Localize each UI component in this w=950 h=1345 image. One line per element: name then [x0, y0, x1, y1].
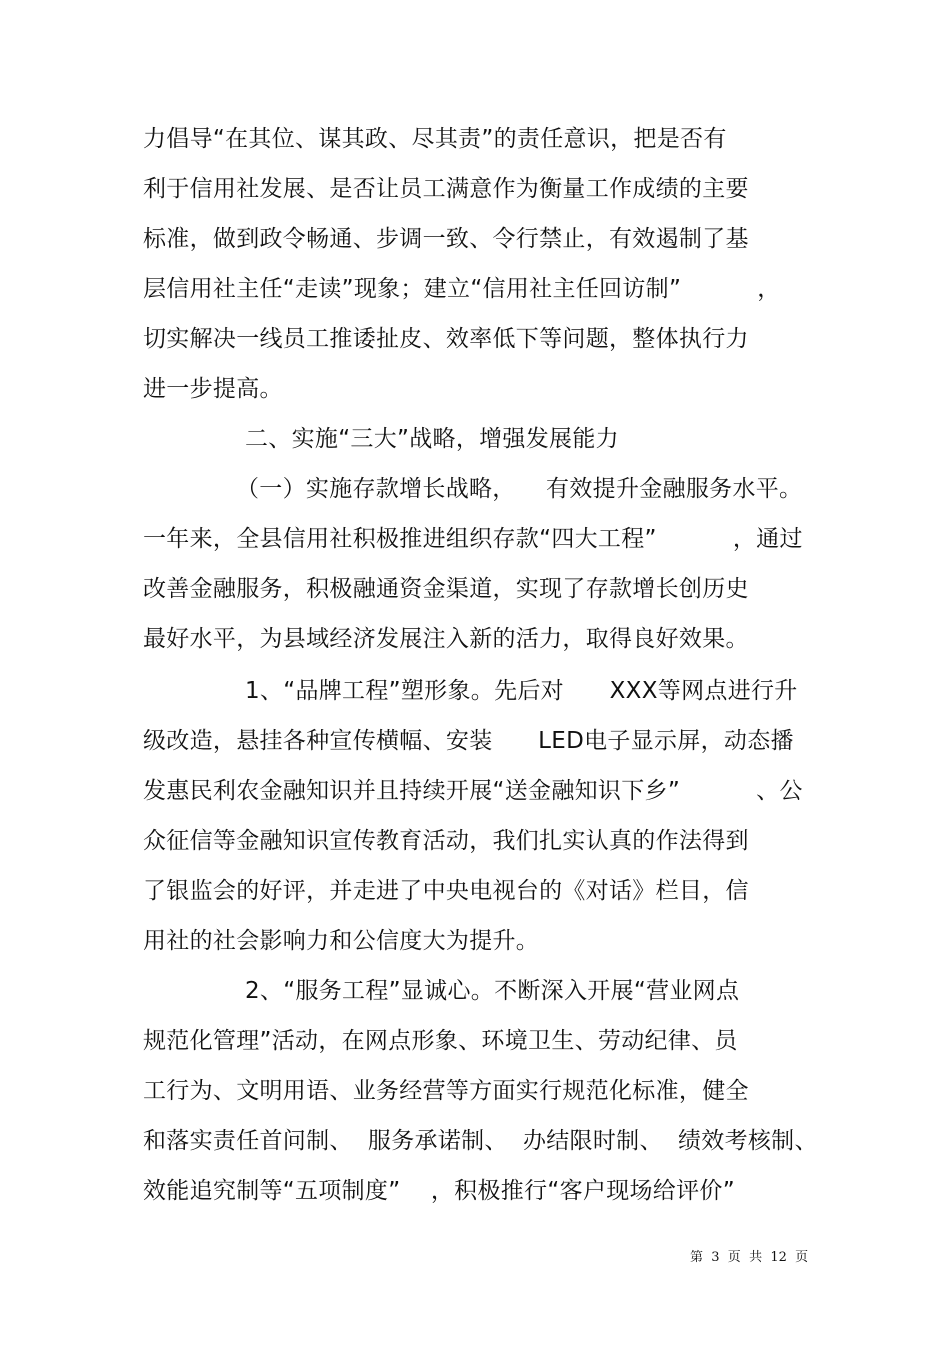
paragraph-line: 最好水平，为县域经济发展注入新的活力，取得良好效果。 [143, 626, 749, 652]
paragraph-line: 众征信等金融知识宣传教育活动，我们扎实认真的作法得到 [143, 828, 749, 854]
paragraph-line: 力倡导“在其位、谋其政、尽其责”的责任意识，把是否有 [143, 126, 727, 152]
paragraph-line: 进一步提高。 [143, 376, 283, 402]
paragraph-line: 利于信用社发展、是否让员工满意作为衡量工作成绩的主要 [143, 176, 749, 202]
paragraph-line: 改善金融服务，积极融通资金渠道，实现了存款增长创历史 [143, 576, 749, 602]
paragraph-line: 效能追究制等“五项制度” ，积极推行“客户现场给评价” [143, 1178, 735, 1204]
paragraph-line: 发惠民利农金融知识并且持续开展“送金融知识下乡” 、公 [143, 778, 803, 804]
paragraph-line: 切实解决一线员工推诿扯皮、效率低下等问题，整体执行力 [143, 326, 749, 352]
paragraph-line: 规范化管理”活动，在网点形象、环境卫生、劳动纪律、员 [143, 1028, 738, 1054]
paragraph-line: 和落实责任首问制、 服务承诺制、 办结限时制、 绩效考核制、 [143, 1128, 818, 1154]
paragraph-line: 一年来，全县信用社积极推进组织存款“四大工程” ，通过 [143, 526, 803, 552]
paragraph-line: 层信用社主任“走读”现象；建立“信用社主任回访制” ， [143, 276, 781, 302]
list-item-heading: 1、“品牌工程”塑形象。先后对 XXX等网点进行升 [245, 678, 798, 704]
paragraph-line: 用社的社会影响力和公信度大为提升。 [143, 928, 540, 954]
page-number: 第 3 页 共 12 页 [690, 1250, 809, 1265]
subsection-heading: （一）实施存款增长战略， 有效提升金融服务水平。 [236, 476, 803, 502]
paragraph-line: 工行为、文明用语、业务经营等方面实行规范化标准，健全 [143, 1078, 749, 1104]
list-item-heading: 2、“服务工程”显诚心。不断深入开展“营业网点 [245, 978, 740, 1004]
paragraph-line: 了银监会的好评，并走进了中央电视台的《对话》栏目，信 [143, 878, 749, 904]
paragraph-line: 标准，做到政令畅通、步调一致、令行禁止，有效遏制了基 [143, 226, 749, 252]
section-heading: 二、实施“三大”战略，增强发展能力 [245, 426, 619, 452]
paragraph-line: 级改造，悬挂各种宣传横幅、安装 LED电子显示屏，动态播 [143, 728, 794, 754]
